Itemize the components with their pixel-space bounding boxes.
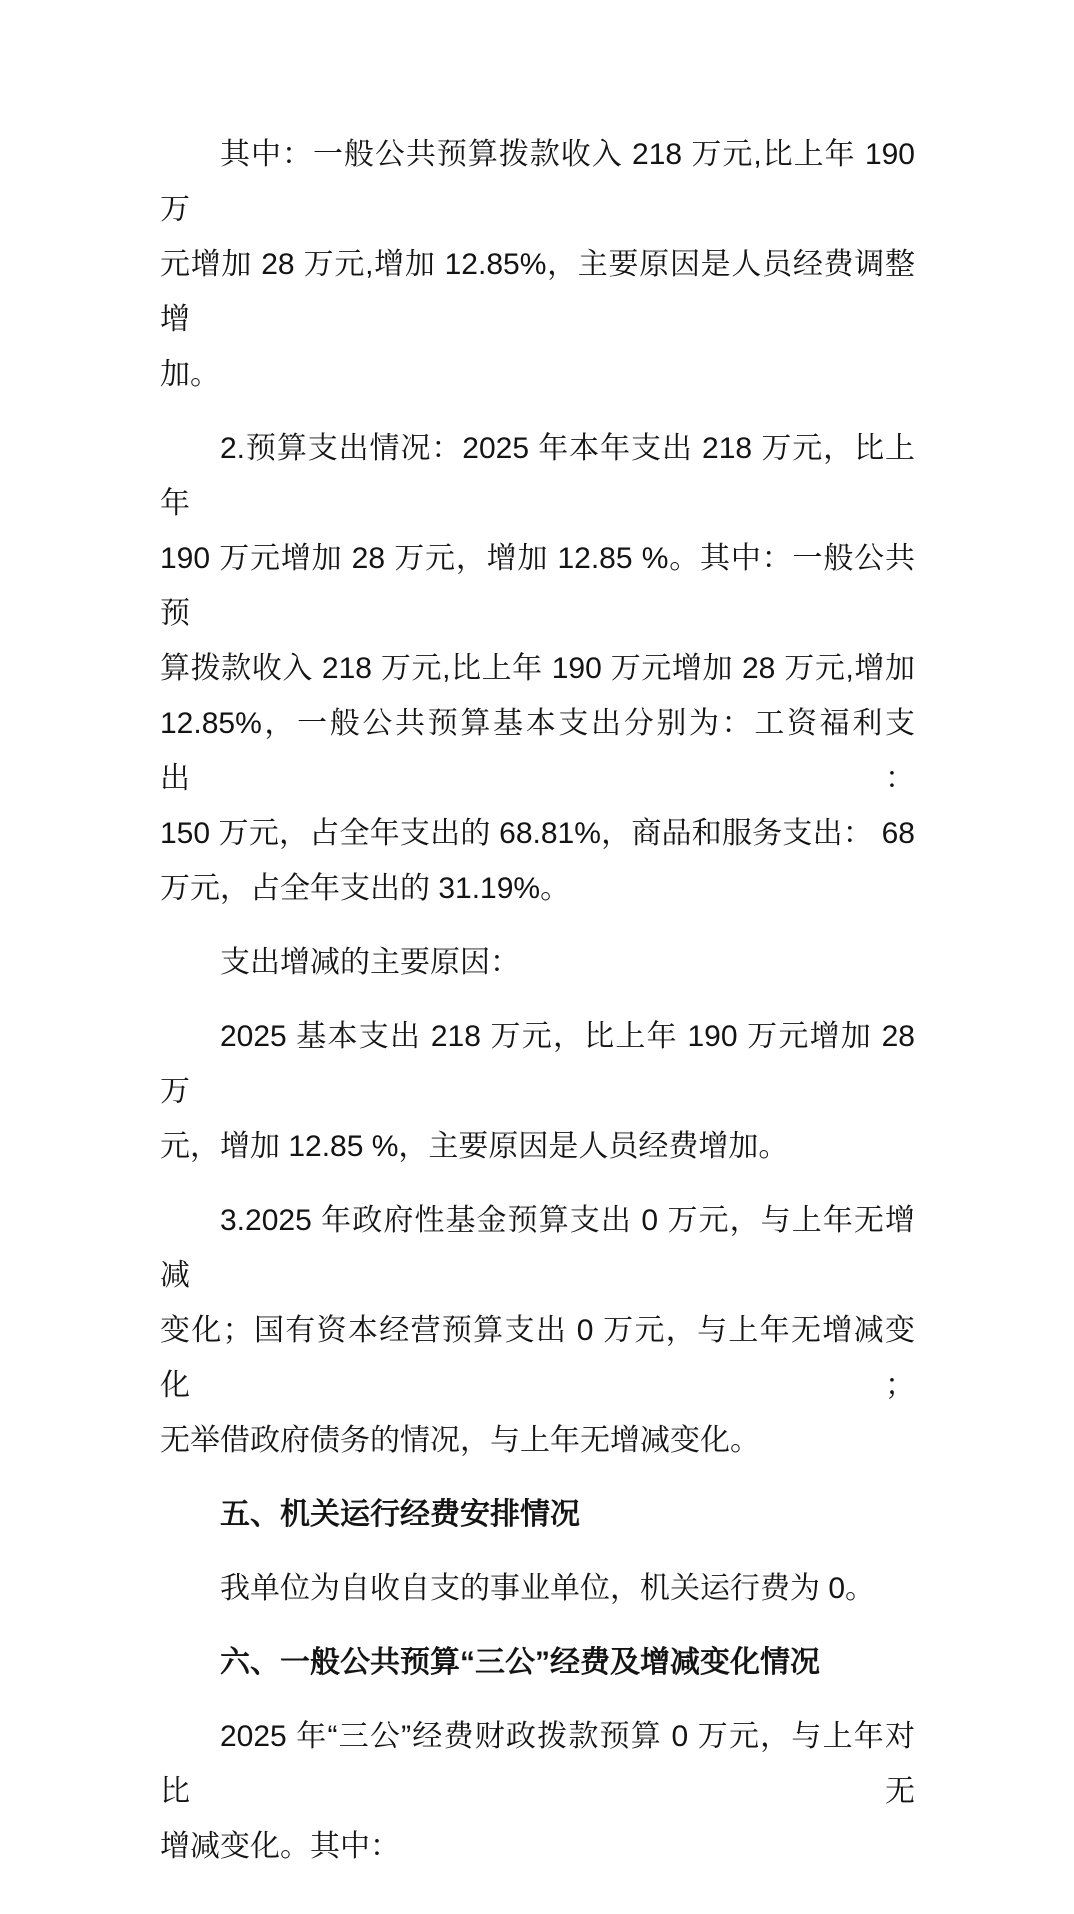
text-line: 2025 基本支出 218 万元，比上年 190 万元增加 28 万 [160, 1020, 915, 1108]
paragraph [160, 421, 915, 916]
text-line: 万元，占全年支出的 31.19%。 [160, 872, 571, 905]
paragraph [160, 935, 915, 990]
text-line: 五、机关运行经费安排情况 [220, 1498, 580, 1531]
text-line: 算拨款收入 218 万元,比上年 190 万元增加 28 万元,增加 [160, 652, 915, 685]
text-line: 2.预算支出情况：2025 年本年支出 218 万元，比上年 [160, 432, 915, 520]
paragraph [160, 1009, 915, 1174]
text-line: 2025 年“三公”经费财政拨款预算 0 万元，与上年对比无 [160, 1720, 915, 1808]
section-heading [160, 1487, 915, 1542]
paragraph [160, 1561, 915, 1616]
text-line: 元增加 28 万元,增加 12.85%，主要原因是人员经费调整增 [160, 248, 915, 336]
text-line: 变化；国有资本经营预算支出 0 万元，与上年无增减变化； [160, 1314, 915, 1402]
paragraph [160, 1193, 915, 1468]
paragraph [160, 1709, 915, 1874]
text-line: 六、一般公共预算“三公”经费及增减变化情况 [220, 1646, 820, 1679]
text-line: 3.2025 年政府性基金预算支出 0 万元，与上年无增减 [160, 1204, 915, 1292]
text-line: 元，增加 12.85 %，主要原因是人员经费增加。 [160, 1130, 789, 1163]
text-line: 其中：一般公共预算拨款收入 218 万元,比上年 190 万 [160, 138, 915, 226]
paragraph [160, 127, 915, 402]
text-line: 无举借政府债务的情况，与上年无增减变化。 [160, 1424, 760, 1457]
text-line: 150 万元，占全年支出的 68.81%，商品和服务支出： 68 [160, 817, 915, 850]
text-line: 我单位为自收自支的事业单位，机关运行费为 0。 [220, 1572, 876, 1605]
text-line: 190 万元增加 28 万元，增加 12.85 %。其中：一般公共预 [160, 542, 915, 630]
text-line: 增减变化。其中： [160, 1830, 400, 1863]
text-line: 支出增减的主要原因： [220, 946, 520, 979]
text-line: 加。 [160, 358, 220, 391]
text-line: 12.85%，一般公共预算基本支出分别为：工资福利支出： [160, 707, 915, 795]
section-heading [160, 1635, 915, 1690]
